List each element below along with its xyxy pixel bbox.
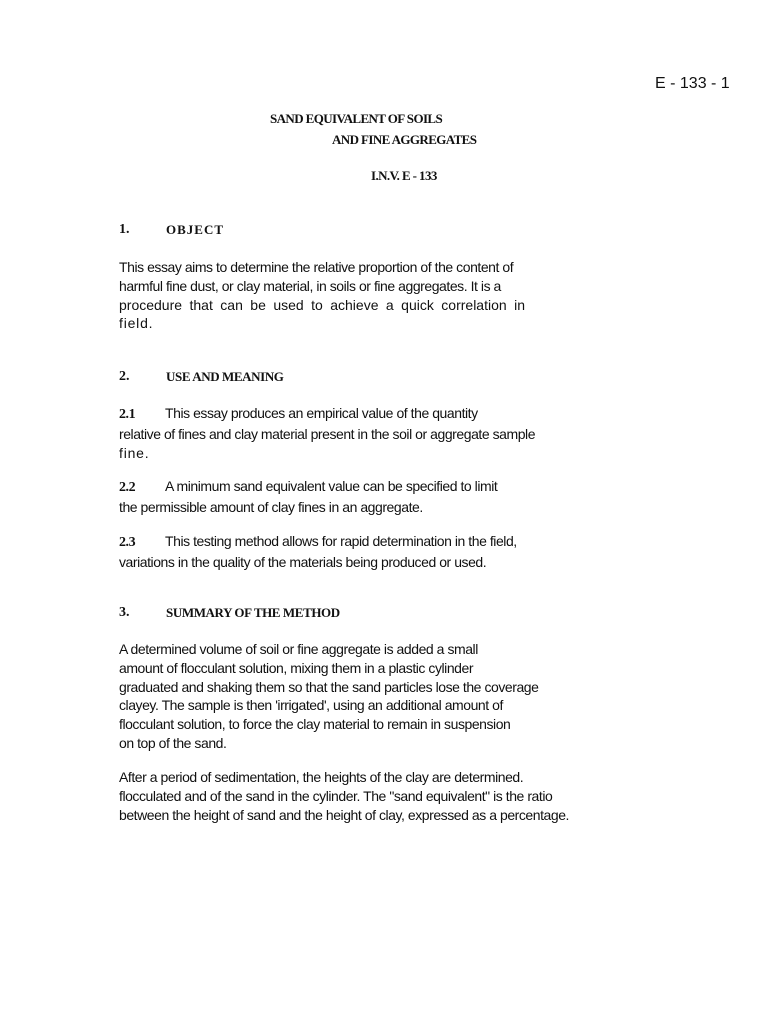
section-3-paragraph-2 bbox=[119, 768, 576, 824]
paragraph-line: flocculated and of the sand in the cylinder. The "sand equivalent" is the ratio bbox=[119, 787, 553, 804]
paragraph-line: This essay aims to determine the relative proportion of the content of bbox=[119, 259, 514, 275]
page-number: E - 133 - 1 bbox=[655, 75, 730, 92]
paragraph-line: A determined volume of soil or fine aggregate is added a small bbox=[119, 641, 478, 657]
section-2-heading: USE AND MEANING bbox=[166, 369, 284, 384]
section-2-3-paragraph bbox=[119, 532, 544, 572]
section-3-heading: SUMMARY OF THE METHOD bbox=[166, 605, 340, 620]
paragraph-line: graduated and shaking them so that the sand particles lose the coverage bbox=[119, 678, 539, 695]
paragraph-line: field. bbox=[119, 315, 154, 332]
item-number: 2.2 bbox=[119, 480, 136, 495]
item-first-line: This essay produces an empirical value of the quantity bbox=[165, 405, 478, 421]
paragraph-line: After a period of sedimentation, the heights of the clay are determined. bbox=[119, 769, 524, 785]
paragraph-line bbox=[119, 532, 544, 553]
section-2-number: 2. bbox=[119, 369, 130, 384]
paragraph-line: procedure that can be used to achieve a quick correlation in bbox=[119, 296, 525, 313]
paragraph-line: relative of fines and clay material present in the soil or aggregate sample bbox=[119, 425, 536, 442]
paragraph-line: flocculant solution, to force the clay material to remain in suspension bbox=[119, 716, 511, 733]
section-1-paragraph bbox=[119, 258, 525, 333]
section-1-heading: OBJECT bbox=[166, 222, 225, 237]
paragraph-line: on top of the sand. bbox=[119, 734, 227, 751]
paragraph-line: variations in the quality of the materials being produced or used. bbox=[119, 553, 487, 570]
section-1-number: 1. bbox=[119, 222, 130, 237]
paragraph-line: clayey. The sample is then 'irrigated', using an additional amount of bbox=[119, 697, 503, 714]
section-2-1-paragraph bbox=[119, 404, 536, 462]
paragraph-line: amount of flocculant solution, mixing them in a plastic cylinder bbox=[119, 659, 474, 676]
section-3-number: 3. bbox=[119, 605, 130, 620]
item-first-line: A minimum sand equivalent value can be specified to limit bbox=[165, 478, 498, 494]
paragraph-line: the permissible amount of clay fines in an aggregate. bbox=[119, 498, 423, 515]
item-number: 2.3 bbox=[119, 535, 136, 550]
paragraph-line bbox=[119, 404, 533, 425]
document-title-line-1: SAND EQUIVALENT OF SOILS bbox=[270, 111, 443, 126]
item-number: 2.1 bbox=[119, 407, 136, 422]
paragraph-line: fine. bbox=[119, 444, 150, 461]
paragraph-line: between the height of sand and the height of clay, expressed as a percentage. bbox=[119, 806, 569, 823]
document-title-line-2: AND FINE AGGREGATES bbox=[332, 132, 477, 147]
section-3-paragraph-1 bbox=[119, 640, 557, 753]
paragraph-line bbox=[119, 477, 533, 498]
document-code: I.N.V. E - 133 bbox=[371, 168, 437, 183]
item-first-line: This testing method allows for rapid determination in the field, bbox=[165, 533, 517, 549]
paragraph-line: harmful fine dust, or clay material, in soils or fine aggregates. It is a bbox=[119, 277, 501, 294]
section-2-2-paragraph bbox=[119, 477, 533, 517]
